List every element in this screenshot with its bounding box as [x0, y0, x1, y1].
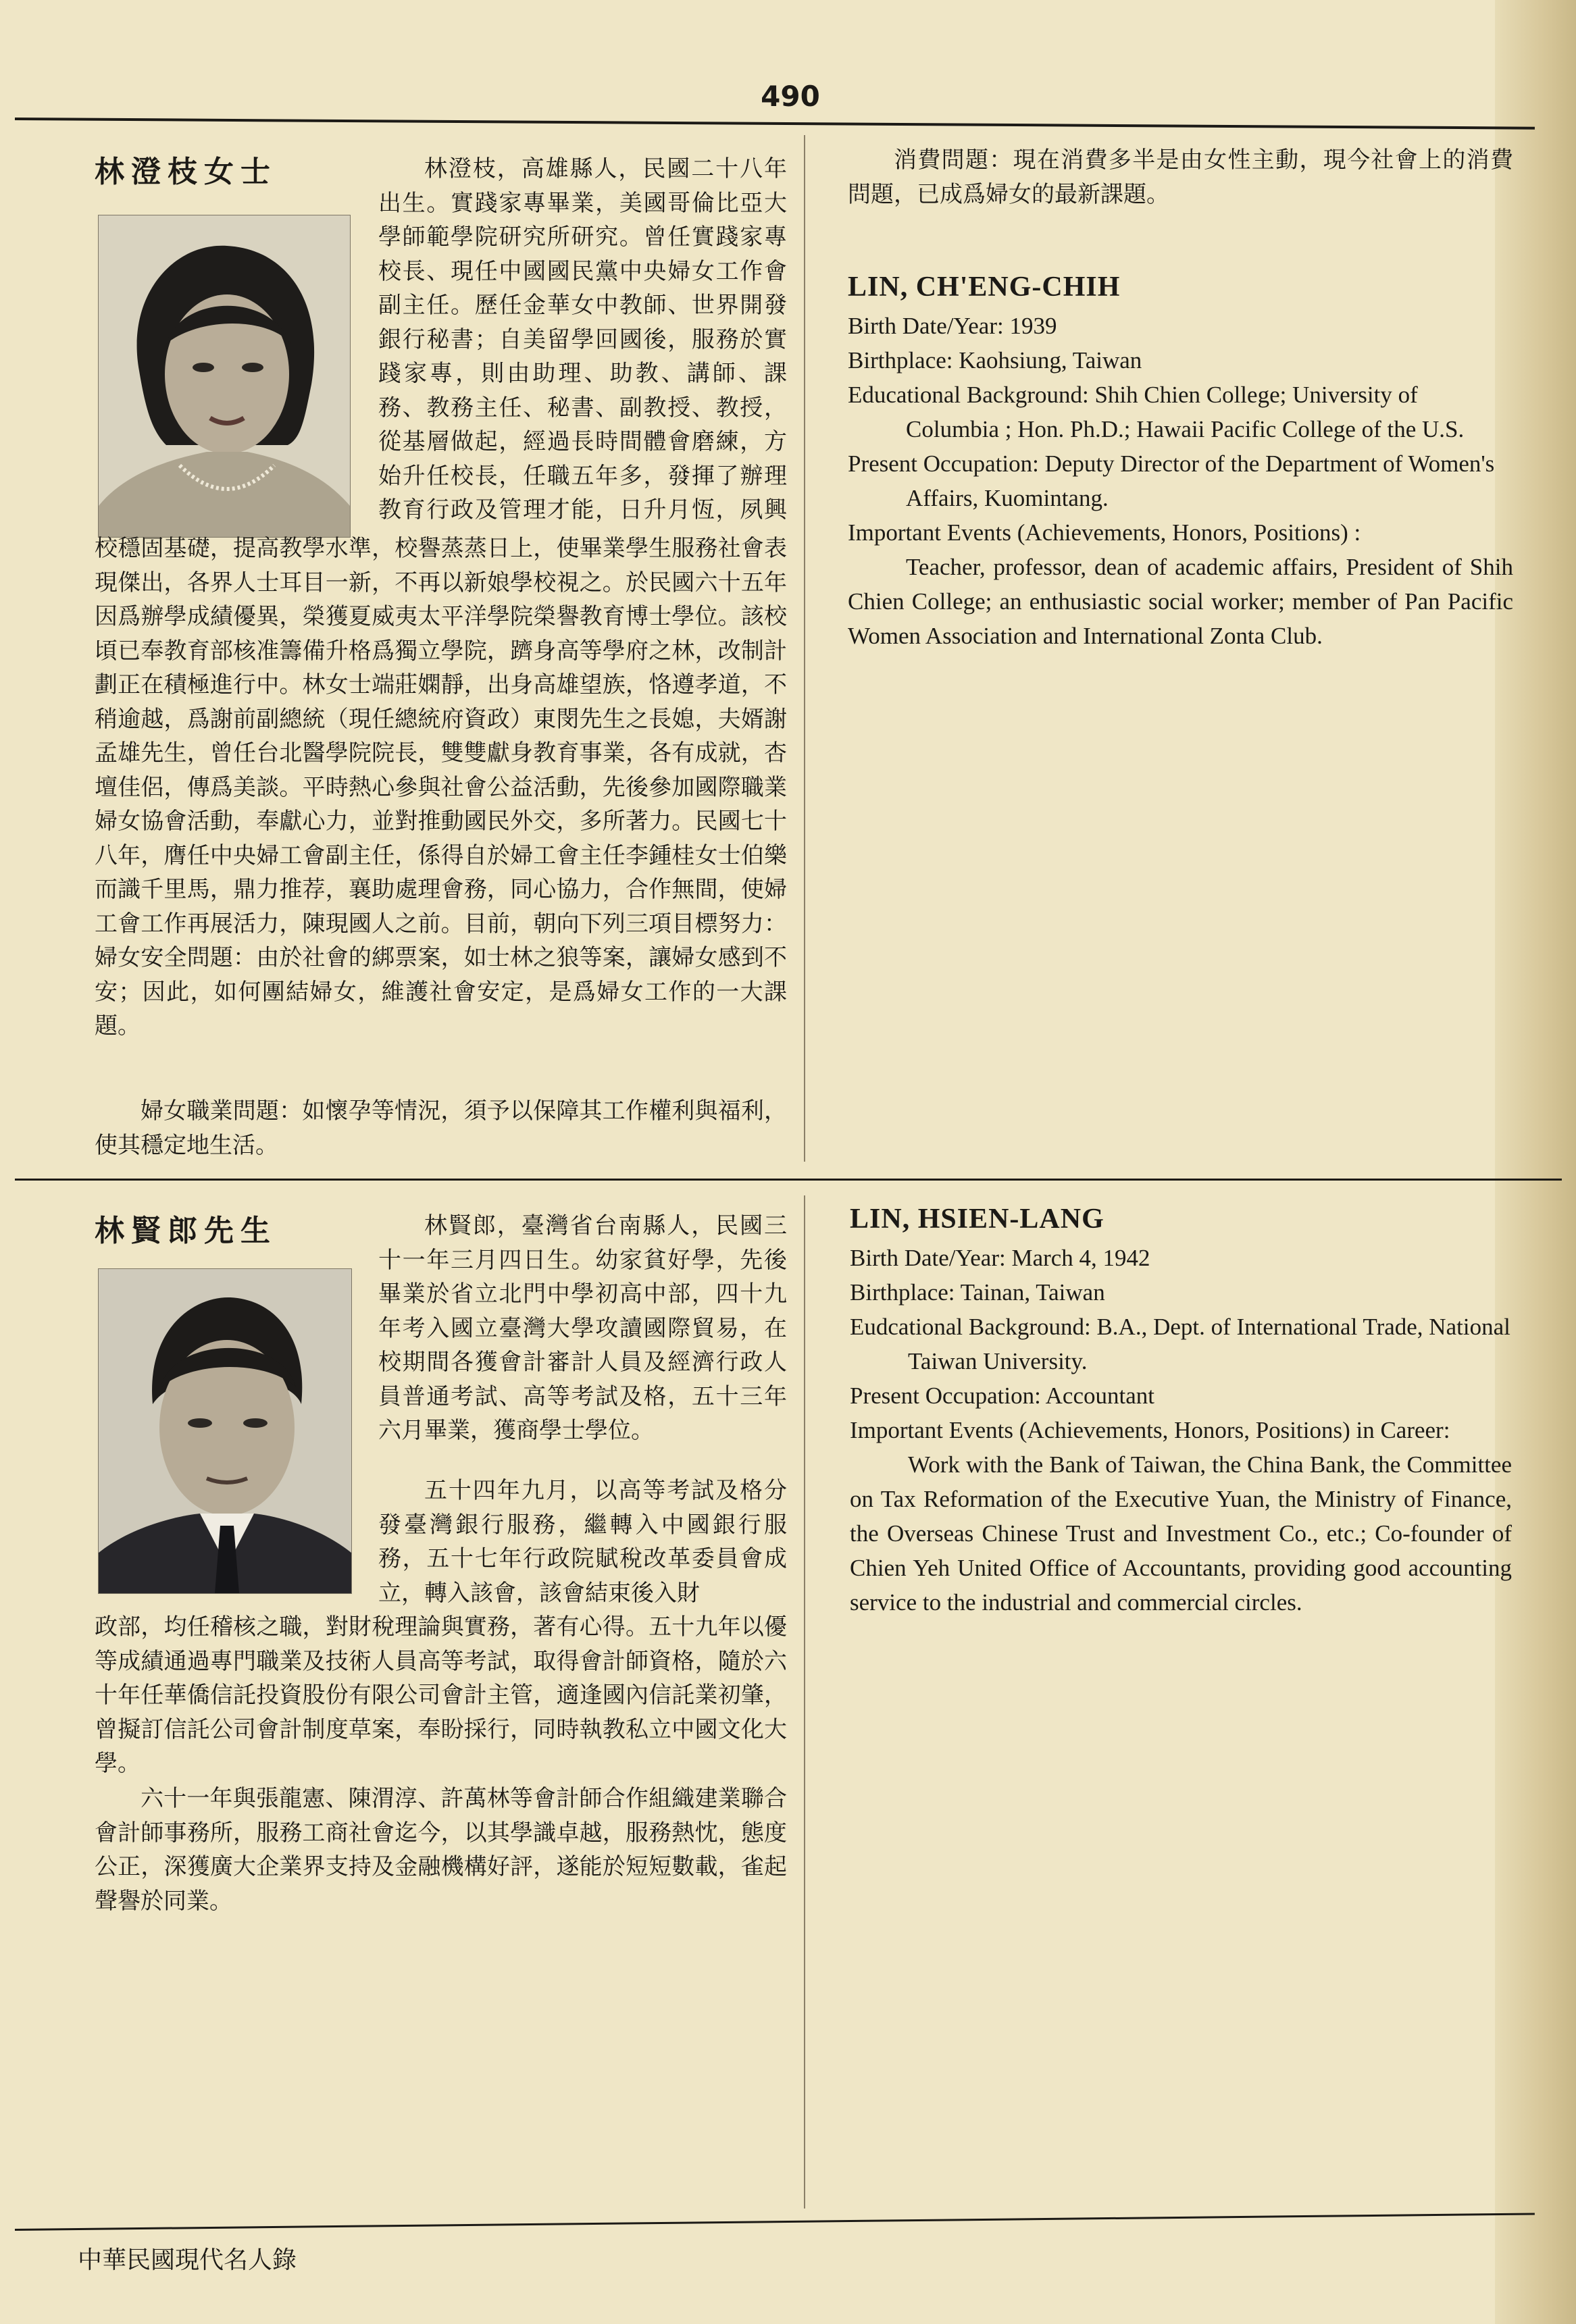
bio-chinese-continued	[95, 532, 787, 1106]
bio-chinese-right-column	[848, 143, 1513, 211]
bio-chinese-closing	[95, 1782, 787, 1918]
events-heading: Important Events (Achievements, Honors, Positions) in Career:	[850, 1417, 1450, 1443]
portrait-photo	[98, 1268, 352, 1594]
bio-chinese-paragraph-3: 六十一年與張龍憲、陳渭淳、許萬林等會計師合作組織建業聯合會計師事務所，服務工商社會迄今，以其學識卓越，服務熱忱，態度公正，深獲廣大企業界支持及金融機構好評，遂能於短短數載，雀起聲譽於同業。	[95, 1785, 787, 1915]
bio-english-block	[850, 1202, 1512, 1620]
events-heading: Important Events (Achievements, Honors, Positions) :	[848, 519, 1361, 546]
entry-name-english: LIN, CH'ENG-CHIH	[848, 272, 1121, 303]
bio-chinese-wrap-right	[378, 152, 787, 530]
portrait-woman-image	[99, 215, 350, 537]
education: Educational Background: Shih Chien College; University of Columbia ; Hon. Ph.D.; Hawaii Pacific College of the U.S.	[848, 382, 1465, 442]
middle-rule	[15, 1179, 1562, 1181]
occupation: Present Occupation: Deputy Director of the Department of Women's Affairs, Kuomintang.	[848, 450, 1495, 511]
occupation: Present Occupation: Accountant	[850, 1383, 1154, 1409]
birthplace: Birthplace: Tainan, Taiwan	[850, 1279, 1105, 1306]
entry-name-english: LIN, HSIEN-LANG	[850, 1204, 1104, 1235]
bio-chinese-paragraph-3: 消費問題：現在消費多半是由女性主動，現今社會上的消費問題，已成爲婦女的最新課題。	[848, 147, 1513, 208]
bio-chinese-paragraph-2a: 五十四年九月，以高等考試及格分發臺灣銀行服務，繼轉入中國銀行服務，五十七年行政院賦稅改革委員會成立，轉入該會，該會結束後入財	[378, 1477, 787, 1607]
column-divider	[804, 1195, 805, 2209]
bottom-rule	[15, 2213, 1535, 2231]
events-text: Teacher, professor, dean of academic affairs, President of Shih Chien College; an enthusiastic social worker; member of Pan Pacific Women Association and International Zonta Club.	[848, 554, 1513, 649]
bio-english-block	[848, 270, 1513, 653]
bio-chinese-paragraph-1a: 林澄枝，高雄縣人，民國二十八年出生。實踐家專畢業，美國哥倫比亞大學師範學院研究所研究。曾任實踐家專校長、現任中國國民黨中央婦女工作會副主任。歷任金華女中教師、世界開發銀行秘書；自美留學回國後，服務於實踐家專，則由助理、助教、講師、課務、教務主任、秘書、副教授、教授，從基層做起，經過長時間體會磨練，方始升任校長，任職五年多，發揮了辦理教育行政及管理才能，日升月恆，夙興	[378, 155, 787, 523]
page-number: 490	[761, 80, 820, 113]
bio-chinese-paragraph-2b: 政部，均任稽核之職，對財稅理論與實務，著有心得。五十九年以優等成績通過專門職業及技術人員高等考試，取得會計師資格，隨於六十年任華僑信託投資股份有限公司會計主管，適逢國內信託業初肇，曾擬訂信託公司會計制度草案，奉盼採行，同時執教私立中國文化大學。	[95, 1613, 787, 1777]
column-divider	[804, 135, 805, 1162]
book-title-footer: 中華民國現代名人錄	[78, 2246, 297, 2274]
events-text: Work with the Bank of Taiwan, the China Bank, the Committee on Tax Reformation of the Executive Yuan, the Ministry of Finance, the Overseas Chinese Trust and Investment Co., etc.; Co-founder of Chien Yeh United Office of Accountants, providing good accounting service to the industrial and commercial circles.	[850, 1451, 1512, 1616]
bio-chinese-wrap-right-2	[378, 1474, 787, 1609]
portrait-man-image	[99, 1269, 351, 1593]
bio-chinese-occupation	[95, 1094, 787, 1162]
bio-chinese-paragraph-2: 婦女職業問題：如懷孕等情況，須予以保障其工作權利與福利，使其穩定地生活。	[95, 1098, 787, 1159]
birth-date: Birth Date/Year: March 4, 1942	[850, 1245, 1150, 1271]
entry-name-chinese: 林賢郎先生	[95, 1214, 277, 1248]
bio-chinese-continued	[95, 1610, 787, 1779]
bio-chinese-paragraph-1: 林賢郎，臺灣省台南縣人，民國三十一年三月四日生。幼家貧好學，先後畢業於省立北門中學初高中部，四十九年考入國立臺灣大學攻讀國際貿易，在校期間各獲會計審計人員及經濟行政人員普通考試、高等考試及格，五十三年六月畢業，獲商學士學位。	[378, 1212, 787, 1444]
birth-date: Birth Date/Year: 1939	[848, 313, 1057, 339]
portrait-photo	[98, 215, 351, 538]
entry-name-chinese: 林澄枝女士	[95, 155, 277, 189]
top-rule	[15, 118, 1535, 130]
birthplace: Birthplace: Kaohsiung, Taiwan	[848, 347, 1142, 373]
bio-chinese-paragraph-1b: 校穩固基礎，提高教學水準，校譽蒸蒸日上，使畢業學生服務社會表現傑出，各界人士耳目一新，不再以新娘學校視之。於民國六十五年因爲辦學成績優異，榮獲夏威夷太平洋學院榮譽教育博士學位。該校頃已奉教育部核准籌備升格爲獨立學院，躋身高等學府之林，改制計劃正在積極進行中。林女士端莊嫻靜，出身高雄望族，恪遵孝道，不稍逾越，爲謝前副總統（現任總統府資政）東閔先生之長媳，夫婿謝孟雄先生，曾任台北醫學院院長，雙雙獻身教育事業，各有成就，杏壇佳侶，傳爲美談。平時熱心參與社會公益活動，先後參加國際職業婦女協會活動，奉獻心力，並對推動國民外交，多所著力。民國七十八年，膺任中央婦工會副主任，係得自於婦工會主任李鍾桂女士伯樂而識千里馬，鼎力推荐，襄助處理會務，同心協力，合作無間，使婦工會工作再展活力，陳現國人之前。目前，朝向下列三項目標努力：婦女安全問題：由於社會的綁票案，如士林之狼等案，讓婦女感到不安；因此，如何團結婦女，維護社會安定，是爲婦女工作的一大課題。	[95, 535, 787, 1039]
education: Eudcational Background: B.A., Dept. of International Trade, National Taiwan University.	[850, 1314, 1510, 1374]
